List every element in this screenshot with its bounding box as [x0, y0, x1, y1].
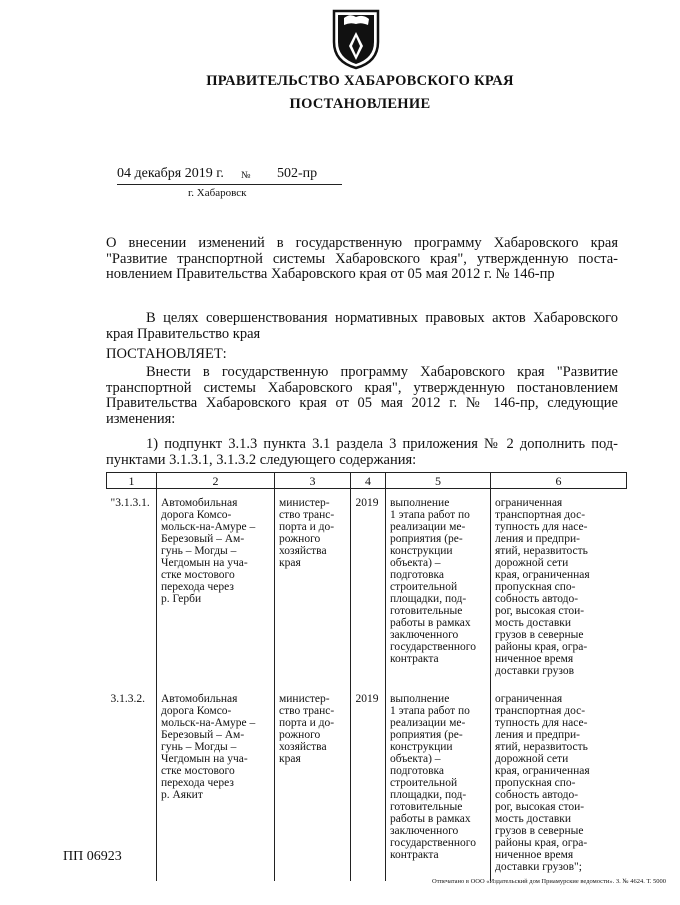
cell-line: районы края, огра-	[495, 641, 588, 653]
cell-line: грузов в северные	[495, 825, 584, 837]
cell-line: мольск-на-Амуре –	[161, 521, 256, 533]
cell-line: тупность для насе-	[495, 521, 588, 533]
cell-line: районы края, огра-	[495, 837, 588, 849]
cell-line: ство транс-	[279, 705, 335, 717]
cell-line: р. Аякит	[161, 789, 203, 801]
cell-executor	[275, 489, 351, 686]
cell-line: ления и предпри-	[495, 729, 580, 741]
cell-line: готовительные	[390, 801, 463, 813]
cell-line: контракта	[390, 849, 439, 861]
coat-of-arms-emblem	[331, 8, 381, 70]
cell-line: Чегдомын на уча-	[161, 753, 248, 765]
cell-result	[386, 685, 491, 881]
cell-line: стке мостового	[161, 765, 235, 777]
cell-line: подготовка	[390, 569, 445, 581]
cell-result	[386, 489, 491, 686]
cell-line: реализации ме-	[390, 717, 466, 729]
number-sign: №	[241, 170, 251, 181]
cell-line: контракта	[390, 653, 439, 665]
column-header: 6	[491, 473, 627, 489]
city: г. Хабаровск	[188, 187, 247, 199]
cell-year: 2019	[351, 489, 386, 686]
cell-line: Березовый – Ам-	[161, 533, 245, 545]
body-line: Внести в государственную программу Хабаровского края "Развитие	[146, 364, 618, 380]
document-code: ПП 06923	[63, 849, 122, 864]
document-type: ПОСТАНОВЛЕНИЕ	[289, 96, 431, 112]
cell-line: министер-	[279, 497, 330, 509]
cell-line: строительной	[390, 777, 458, 789]
cell-line: Автомобильная	[161, 497, 238, 509]
cell-line: ограниченная	[495, 497, 563, 509]
cell-consequence	[491, 685, 627, 881]
intro-paragraph	[106, 311, 618, 342]
cell-line: гунь – Могды –	[161, 741, 237, 753]
document-subject	[106, 236, 618, 283]
date-number-line	[117, 166, 342, 185]
body-line: транспортной системы Хабаровского края", утвержденную постановлением	[106, 379, 618, 396]
cell-line: порта и до-	[279, 717, 335, 729]
cell-year: 2019	[351, 685, 386, 881]
cell-line: гунь – Могды –	[161, 545, 237, 557]
column-header: 2	[157, 473, 275, 489]
column-header: 3	[275, 473, 351, 489]
cell-line: выполнение	[390, 497, 450, 509]
cell-consequence	[491, 489, 627, 686]
cell-number: "3.1.3.1.	[107, 489, 157, 686]
subject-line: новлением Правительства Хабаровского края от 05 мая 2012 г. № 146-пр	[106, 266, 555, 282]
cell-line: ниченное время	[495, 849, 574, 861]
cell-line: роприятия (ре-	[390, 729, 463, 741]
cell-line: р. Герби	[161, 593, 202, 605]
cell-line: заключенного	[390, 629, 459, 641]
cell-line: подготовка	[390, 765, 445, 777]
cell-line: доставки грузов	[495, 665, 575, 677]
cell-line: дорога Комсо-	[161, 509, 232, 521]
item-1-paragraph	[106, 437, 618, 468]
cell-line: грузов в северные	[495, 629, 584, 641]
cell-line: работы в рамках	[390, 813, 471, 825]
cell-line: дорожной сети	[495, 557, 569, 569]
subject-line: О внесении изменений в государственную программу Хабаровского края	[106, 235, 618, 251]
document-date: 04 декабря 2019 г.	[117, 166, 224, 181]
cell-line: пропускная спо-	[495, 581, 576, 593]
cell-line: объекта) –	[390, 753, 441, 765]
cell-line: строительной	[390, 581, 458, 593]
intro-line: В целях совершенствования нормативных правовых актов Хабаровского	[146, 310, 618, 326]
cell-line: конструкции	[390, 545, 453, 557]
cell-line: площадки, под-	[390, 789, 467, 801]
cell-line: конструкции	[390, 741, 453, 753]
cell-line: ство транс-	[279, 509, 335, 521]
table-row	[107, 489, 627, 686]
cell-line: роприятия (ре-	[390, 533, 463, 545]
cell-line: 1 этапа работ по	[390, 705, 470, 717]
item-line: пунктами 3.1.3.1, 3.1.3.2 следующего содержания:	[106, 451, 417, 468]
intro-line: края Правительство края	[106, 325, 261, 342]
cell-line: Чегдомын на уча-	[161, 557, 248, 569]
cell-line: работы в рамках	[390, 617, 471, 629]
cell-line: государственного	[390, 837, 476, 849]
cell-line: готовительные	[390, 605, 463, 617]
cell-line: собность автодо-	[495, 789, 579, 801]
cell-object	[157, 685, 275, 881]
cell-line: площадки, под-	[390, 593, 467, 605]
cell-line: заключенного	[390, 825, 459, 837]
cell-line: дорожной сети	[495, 753, 569, 765]
column-header: 1	[107, 473, 157, 489]
cell-line: ятий, неразвитость	[495, 741, 588, 753]
item-line: 1) подпункт 3.1.3 пункта 3.1 раздела 3 приложения № 2 дополнить под-	[146, 436, 618, 452]
cell-line: края, ограниченная	[495, 569, 590, 581]
cell-line: собность автодо-	[495, 593, 579, 605]
cell-executor	[275, 685, 351, 881]
cell-line: Березовый – Ам-	[161, 729, 245, 741]
table-header-row	[107, 473, 627, 489]
cell-line: стке мостового	[161, 569, 235, 581]
cell-line: края, ограниченная	[495, 765, 590, 777]
cell-line: перехода через	[161, 581, 234, 593]
document-number: 502-пр	[277, 166, 318, 181]
cell-line: рог, высокая стои-	[495, 801, 585, 813]
cell-line: рожного	[279, 729, 321, 741]
cell-line: транспортная дос-	[495, 509, 586, 521]
cell-line: хозяйства	[279, 545, 327, 557]
cell-line: перехода через	[161, 777, 234, 789]
cell-line: края	[279, 753, 301, 765]
cell-line: ления и предпри-	[495, 533, 580, 545]
cell-line: хозяйства	[279, 741, 327, 753]
cell-line: порта и до-	[279, 521, 335, 533]
body-line: изменения:	[106, 410, 176, 427]
cell-line: ятий, неразвитость	[495, 545, 588, 557]
subject-line: "Развитие транспортной системы Хабаровского края", утвержденную поста-	[106, 250, 618, 267]
cell-line: выполнение	[390, 693, 450, 705]
cell-line: рожного	[279, 533, 321, 545]
cell-line: мость доставки	[495, 813, 571, 825]
column-header: 5	[386, 473, 491, 489]
cell-line: доставки грузов";	[495, 861, 582, 873]
cell-line: мость доставки	[495, 617, 571, 629]
cell-line: мольск-на-Амуре –	[161, 717, 256, 729]
cell-line: рог, высокая стои-	[495, 605, 585, 617]
column-header: 4	[351, 473, 386, 489]
cell-line: реализации ме-	[390, 521, 466, 533]
cell-number: 3.1.3.2.	[107, 685, 157, 881]
cell-line: ниченное время	[495, 653, 574, 665]
cell-line: ограниченная	[495, 693, 563, 705]
cell-line: 1 этапа работ по	[390, 509, 470, 521]
body-paragraph	[106, 365, 618, 427]
cell-line: края	[279, 557, 301, 569]
cell-line: министер-	[279, 693, 330, 705]
resolve-word: ПОСТАНОВЛЯЕТ:	[106, 346, 227, 362]
cell-line: тупность для насе-	[495, 717, 588, 729]
table-row	[107, 685, 627, 881]
amendments-table	[106, 472, 627, 881]
printer-imprint: Отпечатано в ООО «Издательский дом Приамурские ведомости». З. № 4624. Т. 5000	[432, 878, 667, 885]
cell-line: дорога Комсо-	[161, 705, 232, 717]
cell-line: пропускная спо-	[495, 777, 576, 789]
cell-line: государственного	[390, 641, 476, 653]
cell-line: Автомобильная	[161, 693, 238, 705]
cell-object	[157, 489, 275, 686]
cell-line: транспортная дос-	[495, 705, 586, 717]
body-line: Правительства Хабаровского края от 05 мая 2012 г. № 146-пр, следующие	[106, 395, 618, 411]
cell-line: объекта) –	[390, 557, 441, 569]
government-name: ПРАВИТЕЛЬСТВО ХАБАРОВСКОГО КРАЯ	[206, 73, 514, 89]
